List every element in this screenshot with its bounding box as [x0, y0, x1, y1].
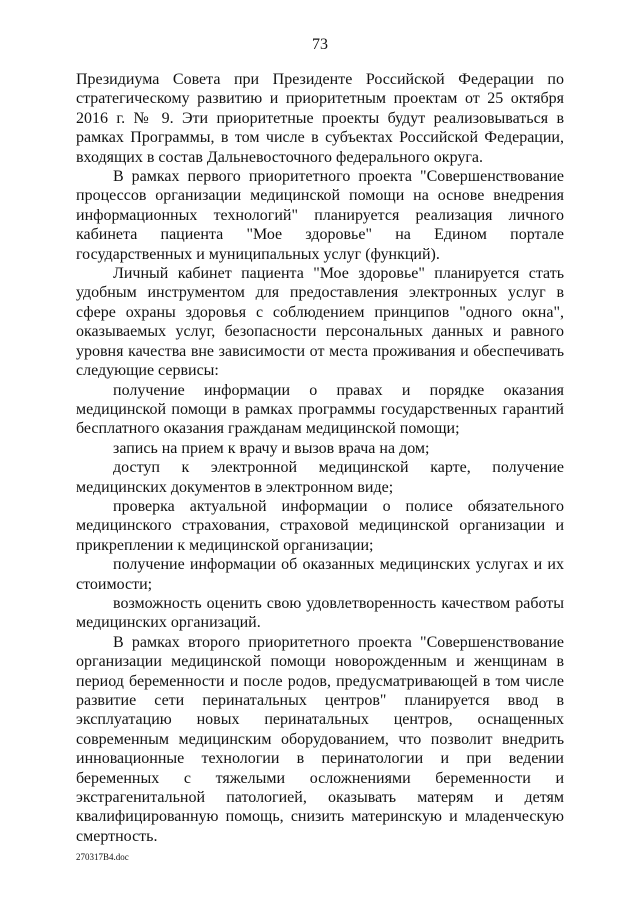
paragraph: В рамках второго приоритетного проекта "Совершенствование организации медицинской помощи новорожденным и женщинам в период беременности и после родов, предусматривающей в том числе развитие сети перинатальных центров" планируется ввод в эксплуатацию новых перинатальных центров, оснащенных современным медицинским оборудованием, что позволит внедрить инновационные технологии в перинатологии и при ведении беременных с тяжелыми осложнениями беременности и экстрагенитальной патологией, оказывать матерям и детям квалифицированную помощь, снизить материнскую и младенческую смертность. — [76, 633, 564, 845]
page-number: 73 — [312, 36, 328, 53]
list-item: проверка актуальной информации о полисе обязательного медицинского страхования, страховой медицинской организации и прикреплении к медицинской организации; — [76, 497, 564, 554]
list-item: доступ к электронной медицинской карте, получение медицинских документов в электронном виде; — [76, 459, 564, 496]
paragraph: Президиума Совета при Президенте Российской Федерации по стратегическому развитию и приоритетным проектам от 25 октября 2016 г. № 9. Эти приоритетные проекты будут реализовываться в рамках Программы, в том числе в субъектах Российской Федерации, входящих в состав Дальневосточного федерального округа. — [76, 71, 564, 166]
list-item: получение информации о правах и порядке оказания медицинской помощи в рамках программы государственных гарантий бесплатного оказания гражданам медицинской помощи; — [76, 381, 564, 438]
paragraph: Личный кабинет пациента "Мое здоровье" планируется стать удобным инструментом для предоставления электронных услуг в сфере охраны здоровья с соблюдением принципов "одного окна", оказываемых услуг, безопасности персональных данных и равного уровня качества вне зависимости от места проживания и обеспечивать следующие сервисы: — [76, 265, 564, 380]
footer-filename: 270317В4.doc — [76, 852, 129, 862]
list-item: получение информации об оказанных медицинских услугах и их стоимости; — [76, 556, 564, 593]
list-item: возможность оценить свою удовлетворенность качеством работы медицинских организаций. — [76, 594, 564, 632]
list-item: запись на прием к врачу и вызов врача на дом; — [113, 439, 430, 457]
paragraph: В рамках первого приоритетного проекта "Совершенствование процессов организации медицинской помощи на основе внедрения информационных технологий" планируется реализация личного кабинета пациента "Мое здоровье" на Едином портале государственных и муниципальных услуг (функций). — [76, 168, 564, 263]
document-body — [76, 70, 564, 846]
